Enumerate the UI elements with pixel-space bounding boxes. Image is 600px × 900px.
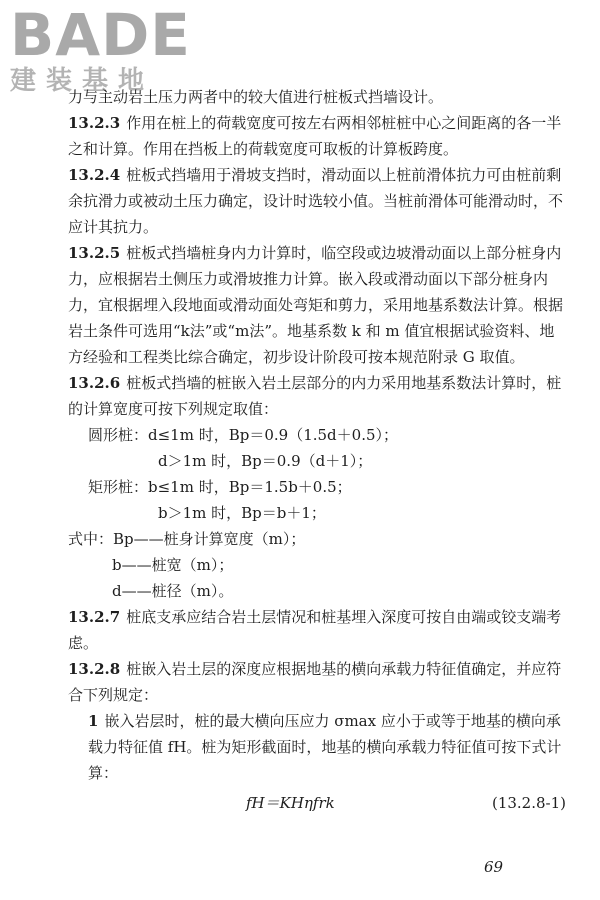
formula-rect-1 <box>68 474 568 500</box>
where-d <box>68 578 568 604</box>
where-bp <box>68 526 568 552</box>
where-text: b——桩宽（m）； <box>112 556 234 574</box>
clause-13-2-7 <box>68 604 568 656</box>
equation-number: (13.2.8-1) <box>491 794 566 812</box>
clause-text: 桩底支承应结合岩土层情况和桩基埋入深度可按自由端或铰支端考虑。 <box>68 608 562 652</box>
formula-text: d＞1m 时，Bp＝0.9（d＋1）； <box>158 452 373 470</box>
where-label: 式中： <box>68 530 114 548</box>
equation-formula: fH＝KHηfrk <box>246 794 335 812</box>
clause-text: 桩板式挡墙桩身内力计算时，临空段或边坡滑动面以上部分桩身内力，应根据岩土侧压力或滑坡推力计算。嵌入段或滑动面以下部分桩身内力，宜根据埋入段地面或滑动面处弯矩和剪力，采用地基系数法计算。根据岩土条件可选用“k法”或“m法”。地基系数 k 和 m 值宜根据试验资料、地方经验和工程类比综合确定，初步设计阶段可按本规范附录 G 取值。 <box>68 244 564 366</box>
logo-text: BADE <box>10 1 191 69</box>
formula-label: 矩形桩： <box>88 478 149 496</box>
clause-number: 13.2.8 <box>68 660 121 678</box>
equation-13-2-8-1 <box>68 788 568 818</box>
where-b <box>68 552 568 578</box>
clause-text: 桩板式挡墙用于滑坡支挡时，滑动面以上桩前滑体抗力可由桩前剩余抗滑力或被动土压力确定，设计时选较小值。当桩前滑体可能滑动时，不应计其抗力。 <box>68 166 564 236</box>
clause-number: 13.2.6 <box>68 374 121 392</box>
formula-rect-2 <box>68 500 568 526</box>
formula-round-1 <box>68 422 568 448</box>
formula-text: d≤1m 时，Bp＝0.9（1.5d＋0.5）； <box>148 426 399 444</box>
where-text: Bp——桩身计算宽度（m）； <box>113 530 306 548</box>
formula-text: b≤1m 时，Bp＝1.5b＋0.5； <box>148 478 352 496</box>
clause-number: 13.2.5 <box>68 244 121 262</box>
paragraph-intro <box>68 84 568 110</box>
clause-13-2-8 <box>68 656 568 708</box>
paragraph-text: 力与主动岩土压力两者中的较大值进行桩板式挡墙设计。 <box>68 88 444 106</box>
item-text: 嵌入岩层时，桩的最大横向压应力 σmax 应小于或等于地基的横向承载力特征值 fH。桩为矩形截面时，地基的横向承载力特征值可按下式计算： <box>88 712 562 782</box>
clause-text: 桩板式挡墙的桩嵌入岩土层部分的内力采用地基系数法计算时，桩的计算宽度可按下列规定取值： <box>68 374 562 418</box>
item-1 <box>68 708 568 786</box>
clause-number: 13.2.3 <box>68 114 121 132</box>
clause-number: 13.2.7 <box>68 608 121 626</box>
logo-subtitle: 建装基地 <box>10 66 155 96</box>
formula-label: 圆形桩： <box>88 426 149 444</box>
document-body <box>68 84 568 818</box>
item-number: 1 <box>88 712 99 730</box>
formula-text: b＞1m 时，Bp＝b＋1； <box>158 504 326 522</box>
clause-13-2-6 <box>68 370 568 422</box>
formula-round-2 <box>68 448 568 474</box>
clause-text: 作用在桩上的荷载宽度可按左右两相邻桩桩中心之间距离的各一半之和计算。作用在挡板上的荷载宽度可取板的计算板跨度。 <box>68 114 562 158</box>
clause-text: 桩嵌入岩土层的深度应根据地基的横向承载力特征值确定，并应符合下列规定： <box>68 660 562 704</box>
page-number: 69 <box>484 858 504 876</box>
clause-13-2-5 <box>68 240 568 370</box>
watermark-logo <box>10 1 191 96</box>
clause-number: 13.2.4 <box>68 166 121 184</box>
where-text: d——桩径（m）。 <box>112 582 234 600</box>
clause-13-2-3 <box>68 110 568 162</box>
clause-13-2-4 <box>68 162 568 240</box>
